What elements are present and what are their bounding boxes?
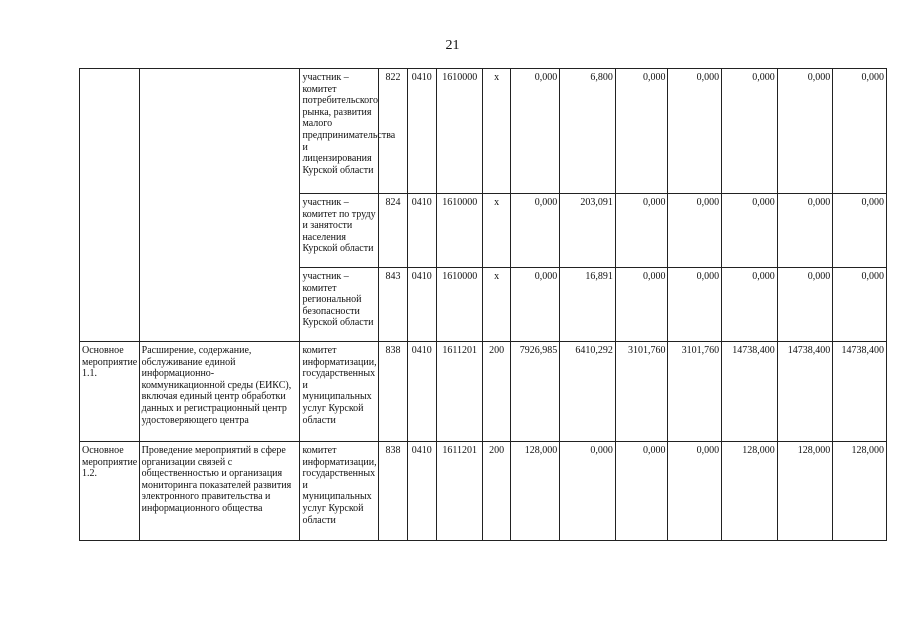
csr-cell: 1611201 (436, 442, 483, 541)
page-number: 21 (445, 38, 460, 53)
value-cell: 0,000 (615, 442, 668, 541)
value-cell: 16,891 (560, 268, 616, 342)
csr-cell: 1610000 (436, 268, 483, 342)
vr-cell: х (483, 69, 510, 194)
value-cell: 128,000 (833, 442, 887, 541)
grbs-cell: 824 (379, 194, 407, 268)
rzpr-cell: 0410 (407, 442, 436, 541)
executor-cell: участник – комитет по труду и занятости населения Курской области (300, 194, 379, 268)
vr-cell: 200 (483, 442, 510, 541)
value-cell: 203,091 (560, 194, 616, 268)
value-cell: 0,000 (510, 194, 560, 268)
executor-cell: участник – комитет региональной безопасности Курской области (300, 268, 379, 342)
value-cell: 0,000 (668, 442, 722, 541)
value-cell: 0,000 (833, 69, 887, 194)
value-cell: 3101,760 (615, 342, 668, 442)
value-cell: 0,000 (510, 69, 560, 194)
value-cell: 0,000 (833, 194, 887, 268)
value-cell: 0,000 (615, 69, 668, 194)
value-cell: 0,000 (615, 268, 668, 342)
vr-cell: 200 (483, 342, 510, 442)
table-row (80, 342, 887, 442)
value-cell: 14738,400 (833, 342, 887, 442)
budget-table (79, 68, 887, 541)
rzpr-cell: 0410 (407, 69, 436, 194)
value-cell: 7926,985 (510, 342, 560, 442)
value-cell: 0,000 (777, 194, 833, 268)
vr-cell: х (483, 268, 510, 342)
value-cell: 0,000 (777, 268, 833, 342)
executor-cell: участник – комитет потребительского рынка, развития малого предпринимательства и лицензирования Курской области (300, 69, 379, 194)
csr-cell: 1610000 (436, 69, 483, 194)
grbs-cell: 822 (379, 69, 407, 194)
status-cell (80, 69, 140, 342)
executor-cell: комитет информатизации, государственных и муниципальных услуг Курской области (300, 342, 379, 442)
value-cell: 6410,292 (560, 342, 616, 442)
value-cell: 3101,760 (668, 342, 722, 442)
value-cell: 0,000 (722, 194, 778, 268)
value-cell: 0,000 (722, 69, 778, 194)
grbs-cell: 838 (379, 442, 407, 541)
rzpr-cell: 0410 (407, 342, 436, 442)
table-row (80, 442, 887, 541)
status-cell: Основное мероприятие 1.1. (80, 342, 140, 442)
value-cell: 0,000 (615, 194, 668, 268)
value-cell: 6,800 (560, 69, 616, 194)
csr-cell: 1610000 (436, 194, 483, 268)
rzpr-cell: 0410 (407, 194, 436, 268)
activity-name-cell: Расширение, содержание, обслуживание единой информационно-коммуникационной среды (ЕИКС), включая единый центр обработки данных и регистрационный центр удостоверяющего центра (139, 342, 300, 442)
value-cell: 128,000 (722, 442, 778, 541)
value-cell: 128,000 (777, 442, 833, 541)
value-cell: 0,000 (722, 268, 778, 342)
status-cell: Основное мероприятие 1.2. (80, 442, 140, 541)
grbs-cell: 843 (379, 268, 407, 342)
activity-name-cell: Проведение мероприятий в сфере организации связей с общественностью и организация мониторинга показателей развития электронного правительства и информационного общества (139, 442, 300, 541)
table-row (80, 69, 887, 194)
activity-name-cell (139, 69, 300, 342)
value-cell: 128,000 (510, 442, 560, 541)
value-cell: 0,000 (510, 268, 560, 342)
value-cell: 0,000 (833, 268, 887, 342)
rzpr-cell: 0410 (407, 268, 436, 342)
vr-cell: х (483, 194, 510, 268)
executor-cell: комитет информатизации, государственных и муниципальных услуг Курской области (300, 442, 379, 541)
grbs-cell: 838 (379, 342, 407, 442)
value-cell: 0,000 (560, 442, 616, 541)
value-cell: 14738,400 (722, 342, 778, 442)
csr-cell: 1611201 (436, 342, 483, 442)
value-cell: 0,000 (668, 69, 722, 194)
value-cell: 0,000 (668, 268, 722, 342)
value-cell: 0,000 (668, 194, 722, 268)
value-cell: 14738,400 (777, 342, 833, 442)
value-cell: 0,000 (777, 69, 833, 194)
